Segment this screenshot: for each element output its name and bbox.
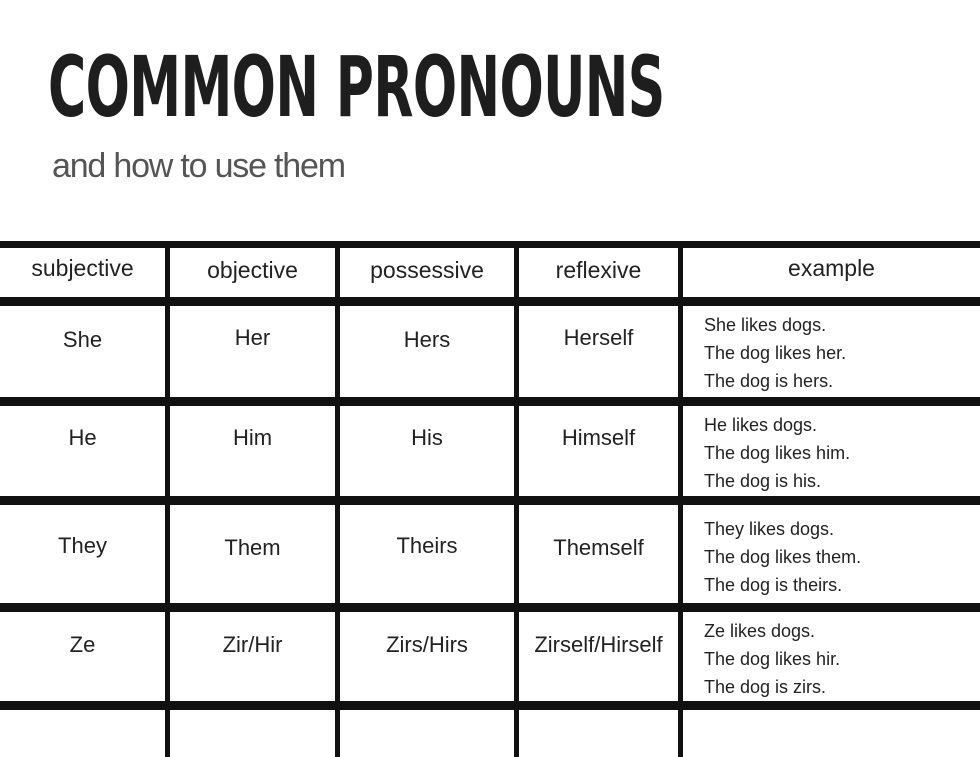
cell-subjective: Ze <box>69 632 96 657</box>
example-sentence: She likes dogs. <box>704 315 827 335</box>
example-sentence: The dog is his. <box>704 471 822 491</box>
table-rule-top <box>0 241 980 248</box>
cell-reflexive: Themself <box>553 535 644 560</box>
cell-example <box>704 617 840 701</box>
cell-reflexive: Zirself/Hirself <box>534 632 663 657</box>
example-sentence: The dog is hers. <box>704 371 834 391</box>
table-rule-row-2 <box>0 496 980 505</box>
example-sentence: The dog likes them. <box>704 547 862 567</box>
header-subjective: subjective <box>31 255 134 281</box>
example-sentence: The dog is theirs. <box>704 575 843 595</box>
cell-objective: Them <box>224 535 281 560</box>
example-sentence: The dog likes her. <box>704 343 847 363</box>
cell-possessive: His <box>411 425 443 450</box>
page-title: COMMON PRONOUNS <box>48 38 665 136</box>
table-rule-header <box>0 297 980 306</box>
cell-objective: Her <box>234 325 271 350</box>
cell-example <box>704 311 846 395</box>
example-sentence: Ze likes dogs. <box>704 621 816 641</box>
header-example: example <box>788 255 875 281</box>
cell-possessive: Theirs <box>396 533 458 558</box>
cell-possessive: Zirs/Hirs <box>386 632 468 657</box>
table-rule-row-1 <box>0 397 980 406</box>
cell-subjective: She <box>62 327 103 352</box>
header-objective: objective <box>207 257 298 283</box>
table-divider-3 <box>514 242 519 757</box>
header-reflexive: reflexive <box>555 257 642 283</box>
page-subtitle: and how to use them <box>52 147 345 185</box>
example-sentence: He likes dogs. <box>704 415 818 435</box>
example-sentence: The dog likes hir. <box>704 649 841 669</box>
table-divider-4 <box>678 242 683 757</box>
header-possessive: possessive <box>370 257 484 283</box>
cell-subjective: They <box>58 533 107 558</box>
example-sentence: The dog likes him. <box>704 443 851 463</box>
cell-objective: Him <box>232 425 273 450</box>
cell-example <box>704 411 850 495</box>
cell-possessive: Hers <box>403 327 451 352</box>
cell-subjective: He <box>68 425 97 450</box>
example-sentence: The dog is zirs. <box>704 677 827 697</box>
table-rule-row-4 <box>0 701 980 710</box>
cell-objective: Zir/Hir <box>222 632 283 657</box>
example-sentence: They likes dogs. <box>704 519 835 539</box>
table-rule-row-3 <box>0 603 980 612</box>
cell-reflexive: Herself <box>563 325 634 350</box>
cell-example <box>704 515 861 599</box>
table-divider-1 <box>165 242 170 757</box>
table-divider-2 <box>335 242 340 757</box>
cell-reflexive: Himself <box>561 425 636 450</box>
